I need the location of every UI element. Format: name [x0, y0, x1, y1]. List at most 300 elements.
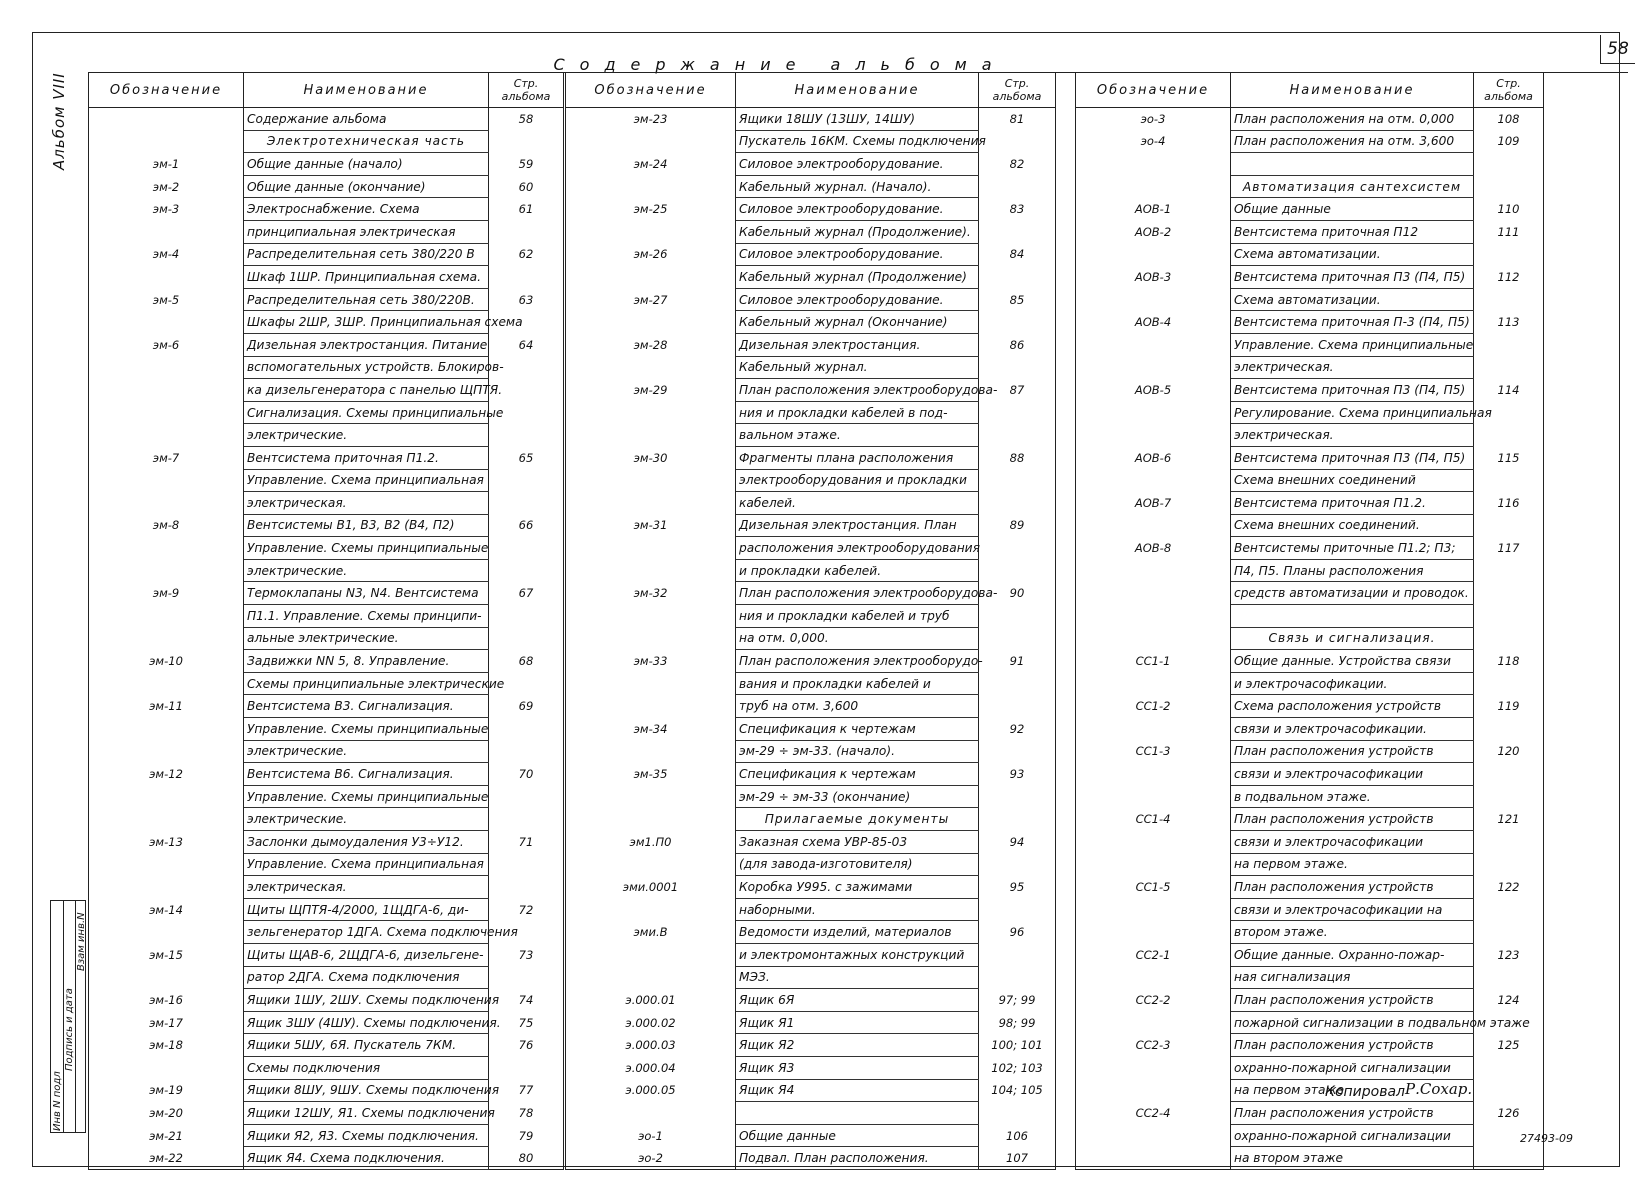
- row-designation: [566, 898, 736, 921]
- row-designation: [566, 401, 736, 424]
- row-page: [979, 356, 1056, 379]
- row-page: [489, 130, 564, 153]
- row-name: Электротехническая часть: [244, 130, 489, 153]
- table-row: [89, 559, 564, 582]
- row-page: 81: [1009, 112, 1025, 127]
- row-designation: АОВ-2: [1076, 220, 1231, 243]
- row-page: 91: [1009, 654, 1025, 669]
- row-page: [489, 808, 564, 831]
- table-row: [566, 108, 1056, 131]
- header-name: Наименование: [1231, 73, 1474, 108]
- row-page: [1474, 672, 1544, 695]
- table-row: [566, 1011, 1056, 1034]
- table-row: [1076, 785, 1544, 808]
- row-page: [1474, 1147, 1544, 1170]
- row-page: [1474, 333, 1544, 356]
- table-row: [1076, 266, 1544, 289]
- table-row: [1076, 446, 1544, 469]
- row-page: 59: [518, 156, 534, 171]
- row-page: 94: [1009, 834, 1025, 849]
- row-page: [979, 627, 1056, 650]
- row-designation: [1076, 718, 1231, 741]
- row-designation: эм-6: [89, 333, 244, 356]
- row-page: 120: [1497, 744, 1520, 759]
- table-row: [566, 153, 1056, 176]
- table-row: [1076, 175, 1544, 198]
- row-designation: [1076, 1079, 1231, 1102]
- row-page: [489, 740, 564, 763]
- row-name: Шкаф 1ШР. Принципиальная схема.: [244, 266, 489, 289]
- row-designation: [1076, 1124, 1231, 1147]
- row-designation: [1076, 559, 1231, 582]
- table-row: [89, 763, 564, 786]
- row-page: 69: [518, 699, 534, 714]
- table-row: [89, 153, 564, 176]
- row-name: Схема автоматизации.: [1231, 243, 1474, 266]
- table-row: [89, 740, 564, 763]
- row-designation: [566, 808, 736, 831]
- row-designation: СС1-4: [1076, 808, 1231, 831]
- row-name: ния и прокладки кабелей в под-: [736, 401, 979, 424]
- row-name: Ящики 8ШУ, 9ШУ. Схемы подключения: [244, 1079, 489, 1102]
- row-designation: [566, 356, 736, 379]
- table-row: [1076, 627, 1544, 650]
- row-name: Содержание альбома: [244, 108, 489, 131]
- row-name: План расположения электрооборудова-: [736, 582, 979, 605]
- table-row: [566, 424, 1056, 447]
- table-row: [1076, 943, 1544, 966]
- row-name: Дизельная электростанция. План: [736, 514, 979, 537]
- row-designation: эм-2: [89, 175, 244, 198]
- row-designation: [566, 469, 736, 492]
- table-row: [566, 853, 1056, 876]
- row-page: 62: [518, 247, 534, 262]
- row-page: [1474, 153, 1544, 176]
- row-page: [979, 740, 1056, 763]
- table-row: [1076, 1011, 1544, 1034]
- row-designation: эм-34: [566, 718, 736, 741]
- row-name: эм-29 ÷ эм-33 (окончание): [736, 785, 979, 808]
- row-designation: [1076, 356, 1231, 379]
- row-designation: эм-18: [89, 1034, 244, 1057]
- row-designation: АОВ-5: [1076, 379, 1231, 402]
- row-name: Вентсистема приточная П3 (П4, П5): [1231, 446, 1474, 469]
- row-name: Спецификация к чертежам: [736, 763, 979, 786]
- album-label: Альбом VIII: [50, 72, 68, 170]
- row-page: [1474, 921, 1544, 944]
- row-designation: [89, 1056, 244, 1079]
- table-row: [1076, 876, 1544, 899]
- table-row: [1076, 695, 1544, 718]
- row-page: 92: [1009, 721, 1025, 736]
- row-name: Управление. Схема принципиальная: [244, 469, 489, 492]
- row-page: [1474, 469, 1544, 492]
- row-name: связи и электрочасофикации: [1231, 763, 1474, 786]
- row-name: Вентсистемы В1, В3, В2 (В4, П2): [244, 514, 489, 537]
- row-designation: АОВ-4: [1076, 311, 1231, 334]
- row-name: Ящики 18ШУ (13ШУ, 14ШУ): [736, 108, 979, 131]
- row-designation: э.000.04: [566, 1056, 736, 1079]
- row-name: Вентсистема приточная П12: [1231, 220, 1474, 243]
- row-name: Пускатель 16КМ. Схемы подключения: [736, 130, 979, 153]
- row-name: Управление. Схема принципиальные: [1231, 333, 1474, 356]
- table-row: [1076, 492, 1544, 515]
- table-row: [89, 379, 564, 402]
- row-designation: эм-1: [89, 153, 244, 176]
- row-designation: [89, 537, 244, 560]
- row-page: 90: [1009, 586, 1025, 601]
- row-designation: [1076, 966, 1231, 989]
- table-row: [89, 853, 564, 876]
- table-row: [1076, 808, 1544, 831]
- row-name: в подвальном этаже.: [1231, 785, 1474, 808]
- row-page: 84: [1009, 247, 1025, 262]
- row-name: Силовое электрооборудование.: [736, 288, 979, 311]
- row-designation: [1076, 627, 1231, 650]
- row-name: электрические.: [244, 808, 489, 831]
- row-name: План расположения устройств: [1231, 808, 1474, 831]
- row-designation: эм-7: [89, 446, 244, 469]
- page-title: Содержание альбома: [553, 55, 1007, 74]
- row-designation: [89, 379, 244, 402]
- row-designation: [89, 740, 244, 763]
- table-row: [1076, 853, 1544, 876]
- table-row: [89, 198, 564, 221]
- header-page: Стр. альбома: [979, 73, 1056, 108]
- table-row: [1076, 288, 1544, 311]
- header-page: Стр. альбома: [489, 73, 564, 108]
- table-row: [1076, 1147, 1544, 1170]
- table-row: [89, 1102, 564, 1125]
- table-row: [566, 1056, 1056, 1079]
- row-page: [979, 130, 1056, 153]
- table-row: [89, 175, 564, 198]
- table-row: [566, 650, 1056, 673]
- row-page: 123: [1497, 947, 1520, 962]
- table-row: [566, 672, 1056, 695]
- row-designation: [566, 266, 736, 289]
- row-designation: эо-2: [566, 1147, 736, 1170]
- table-row: [1076, 1056, 1544, 1079]
- row-page: [489, 1056, 564, 1079]
- row-page: 68: [518, 654, 534, 669]
- header-designation: Обозначение: [1076, 73, 1231, 108]
- row-name: Ящики 12ШУ, Я1. Схемы подключения: [244, 1102, 489, 1125]
- row-page: 61: [518, 202, 534, 217]
- row-page: [979, 424, 1056, 447]
- table-row: [1076, 921, 1544, 944]
- row-designation: АОВ-3: [1076, 266, 1231, 289]
- row-designation: [566, 853, 736, 876]
- table-row: [1076, 379, 1544, 402]
- row-designation: [566, 966, 736, 989]
- table-row: [566, 1124, 1056, 1147]
- contents-table-2: [565, 72, 1056, 1170]
- table-row: [566, 582, 1056, 605]
- row-name: Кабельный журнал (Продолжение).: [736, 220, 979, 243]
- table-row: [566, 1102, 1056, 1125]
- row-name: электрические.: [244, 559, 489, 582]
- row-name: МЭЗ.: [736, 966, 979, 989]
- copied-label: Копировал: [1325, 1084, 1405, 1100]
- row-name: Кабельный журнал (Продолжение): [736, 266, 979, 289]
- row-designation: [89, 808, 244, 831]
- row-designation: АОВ-7: [1076, 492, 1231, 515]
- row-name: связи и электрочасофикации на: [1231, 898, 1474, 921]
- row-designation: эм-11: [89, 695, 244, 718]
- row-page: 71: [518, 834, 534, 849]
- row-designation: СС1-2: [1076, 695, 1231, 718]
- row-page: 95: [1009, 879, 1025, 894]
- row-page: [1474, 763, 1544, 786]
- row-name: Связь и сигнализация.: [1231, 627, 1474, 650]
- table-row: [89, 333, 564, 356]
- row-page: 87: [1009, 382, 1025, 397]
- side-stamp: [50, 900, 86, 1133]
- table-row: [89, 921, 564, 944]
- row-designation: [1076, 153, 1231, 176]
- row-page: 70: [518, 767, 534, 782]
- row-name: Заслонки дымоудаления У3÷У12.: [244, 831, 489, 854]
- row-name: вспомогательных устройств. Блокиров-: [244, 356, 489, 379]
- row-name: Ящик Я4: [736, 1079, 979, 1102]
- row-designation: [1076, 514, 1231, 537]
- row-name: Задвижки NN 5, 8. Управление.: [244, 650, 489, 673]
- table-row: [566, 1079, 1056, 1102]
- row-designation: эм-33: [566, 650, 736, 673]
- contents-table-1: [88, 72, 564, 1170]
- table-row: [566, 243, 1056, 266]
- table-row: [1076, 220, 1544, 243]
- table-row: [1076, 718, 1544, 741]
- row-page: [489, 537, 564, 560]
- row-designation: [1076, 763, 1231, 786]
- table-row: [1076, 650, 1544, 673]
- row-page: 80: [518, 1150, 534, 1165]
- table-row: [566, 198, 1056, 221]
- header-page: Стр. альбома: [1474, 73, 1544, 108]
- table-row: [89, 898, 564, 921]
- row-designation: [89, 424, 244, 447]
- row-designation: [1076, 333, 1231, 356]
- row-designation: эм-10: [89, 650, 244, 673]
- row-designation: эм-15: [89, 943, 244, 966]
- row-name: Ящики 1ШУ, 2ШУ. Схемы подключения: [244, 989, 489, 1012]
- row-designation: [566, 627, 736, 650]
- row-name: Вентсистема приточная П1.2.: [1231, 492, 1474, 515]
- row-name: Распределительная сеть 380/220 В: [244, 243, 489, 266]
- row-page: [979, 559, 1056, 582]
- row-name: Распределительная сеть 380/220В.: [244, 288, 489, 311]
- row-name: Регулирование. Схема принципиальная: [1231, 401, 1474, 424]
- row-page: 111: [1497, 224, 1520, 239]
- table-row: [89, 582, 564, 605]
- table-row: [1076, 740, 1544, 763]
- table-row: [566, 175, 1056, 198]
- row-page: 102; 103: [991, 1060, 1043, 1075]
- row-page: 82: [1009, 156, 1025, 171]
- row-designation: [89, 672, 244, 695]
- row-name: и электрочасофикации.: [1231, 672, 1474, 695]
- row-name: электрическая.: [1231, 424, 1474, 447]
- row-designation: СС2-2: [1076, 989, 1231, 1012]
- row-name: Вентсистема приточная П3 (П4, П5): [1231, 266, 1474, 289]
- row-name: Вентсистема приточная П3 (П4, П5): [1231, 379, 1474, 402]
- row-page: [979, 695, 1056, 718]
- row-designation: эм-22: [89, 1147, 244, 1170]
- row-designation: [566, 175, 736, 198]
- row-designation: СС1-3: [1076, 740, 1231, 763]
- table-row: [1076, 1034, 1544, 1057]
- table-row: [566, 288, 1056, 311]
- row-designation: эми.0001: [566, 876, 736, 899]
- row-designation: [89, 853, 244, 876]
- table-row: [1076, 966, 1544, 989]
- row-designation: эм-32: [566, 582, 736, 605]
- row-page: [1474, 898, 1544, 921]
- row-page: [979, 898, 1056, 921]
- row-designation: эм-5: [89, 288, 244, 311]
- row-name: Схемы принципиальные электрические: [244, 672, 489, 695]
- row-page: [489, 266, 564, 289]
- table-row: [1076, 605, 1544, 628]
- row-name: Ящик Я1: [736, 1011, 979, 1034]
- row-page: [1474, 966, 1544, 989]
- row-page: [489, 785, 564, 808]
- row-name: Вентсистема В6. Сигнализация.: [244, 763, 489, 786]
- table-row: [89, 220, 564, 243]
- row-designation: [1076, 469, 1231, 492]
- row-page: [979, 492, 1056, 515]
- table-row: [89, 831, 564, 854]
- row-name: План расположения устройств: [1231, 1102, 1474, 1125]
- row-designation: эм-19: [89, 1079, 244, 1102]
- row-name: Ведомости изделий, материалов: [736, 921, 979, 944]
- row-designation: [1076, 1056, 1231, 1079]
- row-name: Сигнализация. Схемы принципиальные: [244, 401, 489, 424]
- row-name: Ящик Я3: [736, 1056, 979, 1079]
- table-row: [566, 921, 1056, 944]
- row-name: на первом этаже.: [1231, 853, 1474, 876]
- table-row: [566, 311, 1056, 334]
- table-row: [89, 1079, 564, 1102]
- row-page: 85: [1009, 292, 1025, 307]
- row-name: Ящик 6Я: [736, 989, 979, 1012]
- row-name: Управление. Схемы принципиальные: [244, 785, 489, 808]
- drawing-code: 27493-09: [1520, 1132, 1573, 1145]
- row-name: План расположения устройств: [1231, 740, 1474, 763]
- row-name: ния и прокладки кабелей и труб: [736, 605, 979, 628]
- row-name: Управление. Схема принципиальная: [244, 853, 489, 876]
- table-row: [566, 695, 1056, 718]
- row-name: Вентсистемы приточные П1.2; П3;: [1231, 537, 1474, 560]
- table-row: [89, 808, 564, 831]
- row-designation: эм-4: [89, 243, 244, 266]
- row-page: 93: [1009, 767, 1025, 782]
- row-designation: [1076, 424, 1231, 447]
- row-page: 65: [518, 450, 534, 465]
- table-row: [1076, 537, 1544, 560]
- row-designation: эо-4: [1076, 130, 1231, 153]
- table-row: [566, 130, 1056, 153]
- row-page: [979, 672, 1056, 695]
- row-designation: [1076, 605, 1231, 628]
- row-designation: э.000.02: [566, 1011, 736, 1034]
- row-name: вальном этаже.: [736, 424, 979, 447]
- row-designation: [566, 424, 736, 447]
- row-page: 100; 101: [991, 1038, 1043, 1053]
- row-page: [489, 492, 564, 515]
- row-page: 117: [1497, 541, 1520, 556]
- row-designation: [89, 627, 244, 650]
- row-page: [1474, 288, 1544, 311]
- row-designation: эми.В: [566, 921, 736, 944]
- stamp-replace-label: Взам инв.N: [76, 912, 87, 971]
- row-page: 124: [1497, 992, 1520, 1007]
- table-row: [89, 1124, 564, 1147]
- row-name: Силовое электрооборудование.: [736, 198, 979, 221]
- table-row: [566, 831, 1056, 854]
- row-name: Дизельная электростанция. Питание: [244, 333, 489, 356]
- table-row: [1076, 1124, 1544, 1147]
- table-row: [89, 966, 564, 989]
- row-designation: [1076, 1011, 1231, 1034]
- row-designation: [89, 266, 244, 289]
- row-name: и электромонтажных конструкций: [736, 943, 979, 966]
- row-page: 96: [1009, 925, 1025, 940]
- table-row: [89, 627, 564, 650]
- row-name: Щиты ЩПТЯ-4/2000, 1ЩДГА-6, ди-: [244, 898, 489, 921]
- row-name: на втором этаже: [1231, 1147, 1474, 1170]
- row-name: электрооборудования и прокладки: [736, 469, 979, 492]
- row-name: Управление. Схемы принципиальные: [244, 537, 489, 560]
- table-row: [89, 469, 564, 492]
- table-row: [89, 1034, 564, 1057]
- row-page: 72: [518, 902, 534, 917]
- table-row: [89, 288, 564, 311]
- row-designation: эм-31: [566, 514, 736, 537]
- table-row: [566, 808, 1056, 831]
- table-row: [1076, 1102, 1544, 1125]
- row-name: Вентсистема приточная П-3 (П4, П5): [1231, 311, 1474, 334]
- table-row: [566, 469, 1056, 492]
- row-page: 108: [1497, 112, 1520, 127]
- table-row: [89, 1011, 564, 1034]
- row-page: 122: [1497, 879, 1520, 894]
- row-designation: [1076, 175, 1231, 198]
- header-designation: Обозначение: [89, 73, 244, 108]
- table-row: [89, 243, 564, 266]
- row-page: [1474, 1056, 1544, 1079]
- table-row: [1076, 1079, 1544, 1102]
- row-name: связи и электрочасофикации: [1231, 831, 1474, 854]
- row-name: П4, П5. Планы расположения: [1231, 559, 1474, 582]
- table-row: [89, 943, 564, 966]
- row-name: Общие данные (начало): [244, 153, 489, 176]
- row-page: 97; 99: [998, 992, 1036, 1007]
- row-designation: [89, 356, 244, 379]
- row-page: 60: [518, 179, 534, 194]
- table-row: [89, 130, 564, 153]
- row-name: План расположения устройств: [1231, 989, 1474, 1012]
- row-name: Щиты ЩАВ-6, 2ЩДГА-6, дизельгене-: [244, 943, 489, 966]
- table-row: [89, 401, 564, 424]
- row-name: Силовое электрооборудование.: [736, 153, 979, 176]
- stamp-sign-label: Подпись и дата: [64, 988, 75, 1071]
- table-row: [566, 966, 1056, 989]
- row-name: кабелей.: [736, 492, 979, 515]
- row-page: 98; 99: [998, 1015, 1036, 1030]
